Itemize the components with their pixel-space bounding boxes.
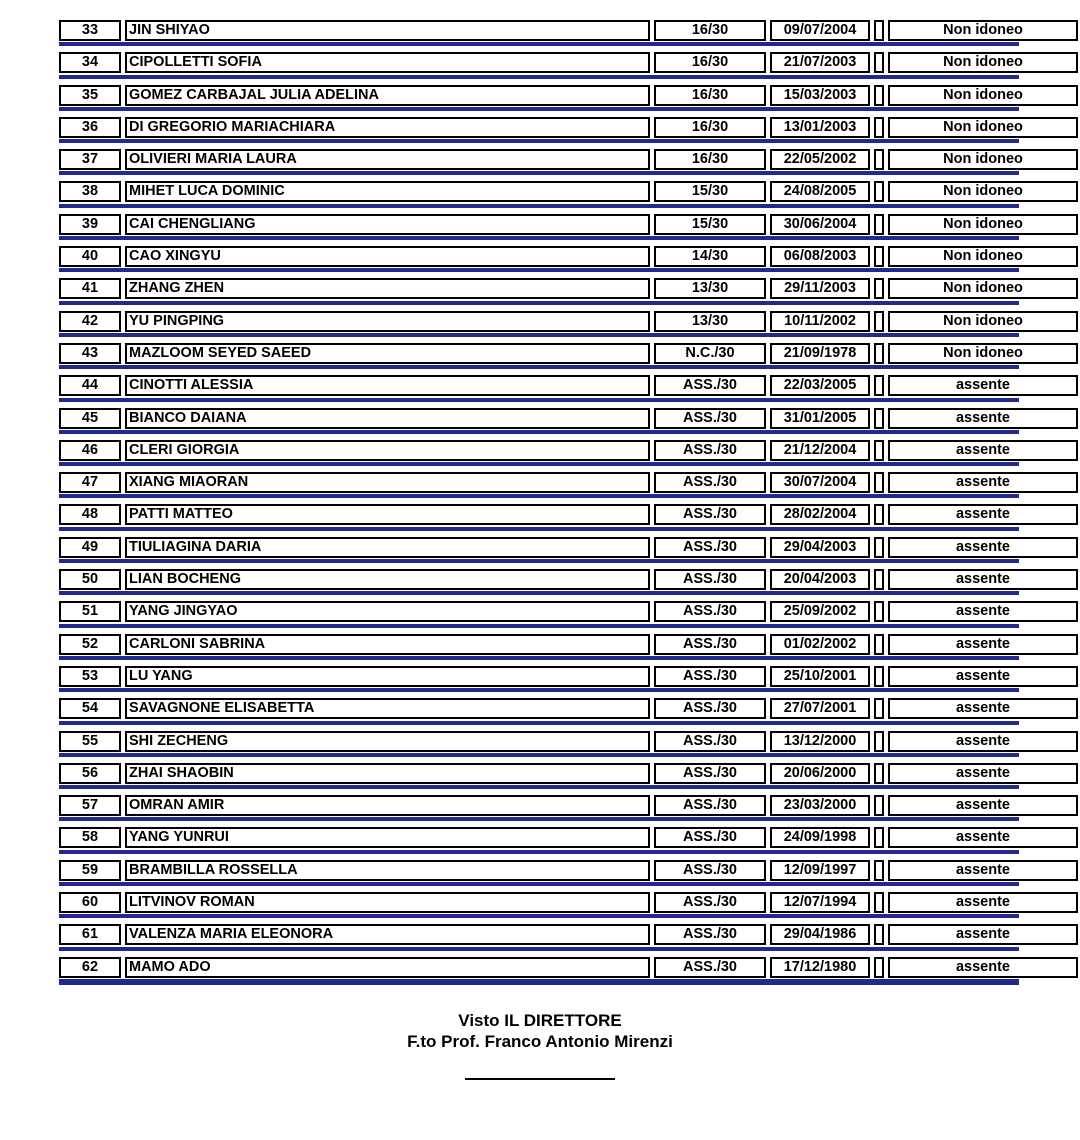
candidate-name: VALENZA MARIA ELEONORA (125, 924, 650, 945)
result: assente (888, 569, 1078, 590)
score: 15/30 (654, 181, 766, 202)
result: assente (888, 666, 1078, 687)
score: ASS./30 (654, 634, 766, 655)
row-number: 59 (59, 860, 121, 881)
row-number: 34 (59, 52, 121, 73)
birth-date: 24/08/2005 (770, 181, 870, 202)
row-number: 41 (59, 278, 121, 299)
empty-box (874, 149, 884, 170)
score: ASS./30 (654, 763, 766, 784)
empty-box (874, 892, 884, 913)
row-number: 37 (59, 149, 121, 170)
table-row (59, 14, 1023, 46)
birth-date: 31/01/2005 (770, 408, 870, 429)
empty-box (874, 698, 884, 719)
score: 13/30 (654, 311, 766, 332)
result: Non idoneo (888, 85, 1078, 106)
table-row (59, 531, 1019, 563)
result: Non idoneo (888, 52, 1078, 73)
empty-box (874, 85, 884, 106)
empty-box (874, 20, 884, 41)
row-number: 47 (59, 472, 121, 493)
candidate-name: MAMO ADO (125, 957, 650, 978)
birth-date: 01/02/2002 (770, 634, 870, 655)
empty-box (874, 117, 884, 138)
row-number: 48 (59, 504, 121, 525)
empty-box (874, 181, 884, 202)
score: 16/30 (654, 149, 766, 170)
candidate-name: LU YANG (125, 666, 650, 687)
candidate-name: MAZLOOM SEYED SAEED (125, 343, 650, 364)
birth-date: 15/03/2003 (770, 85, 870, 106)
result: assente (888, 440, 1078, 461)
row-number: 61 (59, 924, 121, 945)
row-number: 54 (59, 698, 121, 719)
candidate-name: OMRAN AMIR (125, 795, 650, 816)
score: ASS./30 (654, 827, 766, 848)
table-row (59, 854, 1019, 886)
result: assente (888, 634, 1078, 655)
director-title: Visto IL DIRETTORE (458, 1011, 622, 1030)
row-number: 55 (59, 731, 121, 752)
birth-date: 13/12/2000 (770, 731, 870, 752)
empty-box (874, 957, 884, 978)
table-row (59, 725, 1019, 757)
result: Non idoneo (888, 20, 1078, 41)
table-row (59, 369, 1019, 401)
table-row (59, 175, 1023, 207)
row-number: 58 (59, 827, 121, 848)
empty-box (874, 440, 884, 461)
table-row (59, 821, 1019, 853)
table-row (59, 886, 1019, 918)
candidate-name: ZHANG ZHEN (125, 278, 650, 299)
birth-date: 20/04/2003 (770, 569, 870, 590)
birth-date: 20/06/2000 (770, 763, 870, 784)
result: assente (888, 698, 1078, 719)
signature-block (0, 1010, 1080, 1080)
candidate-name: JIN SHIYAO (125, 20, 650, 41)
row-number: 43 (59, 343, 121, 364)
table-row (59, 240, 1023, 272)
result: Non idoneo (888, 343, 1078, 364)
empty-box (874, 763, 884, 784)
candidate-name: MIHET LUCA DOMINIC (125, 181, 650, 202)
candidate-name: ZHAI SHAOBIN (125, 763, 650, 784)
table-row (59, 692, 1019, 724)
empty-box (874, 472, 884, 493)
table-row (59, 79, 1023, 111)
score: ASS./30 (654, 795, 766, 816)
candidate-name: XIANG MIAORAN (125, 472, 650, 493)
result: assente (888, 731, 1078, 752)
result: Non idoneo (888, 278, 1078, 299)
score: ASS./30 (654, 408, 766, 429)
birth-date: 22/05/2002 (770, 149, 870, 170)
table-bottom-rule (59, 981, 1019, 985)
result: assente (888, 375, 1078, 396)
table-row (59, 143, 1023, 175)
score: 16/30 (654, 117, 766, 138)
birth-date: 21/12/2004 (770, 440, 870, 461)
candidate-name: YU PINGPING (125, 311, 650, 332)
result: assente (888, 601, 1078, 622)
score: 16/30 (654, 85, 766, 106)
signature-line (465, 1078, 615, 1080)
birth-date: 22/03/2005 (770, 375, 870, 396)
birth-date: 24/09/1998 (770, 827, 870, 848)
empty-box (874, 537, 884, 558)
table-row (59, 208, 1023, 240)
row-number: 51 (59, 601, 121, 622)
candidate-name: SHI ZECHENG (125, 731, 650, 752)
empty-box (874, 795, 884, 816)
empty-box (874, 343, 884, 364)
empty-box (874, 408, 884, 429)
result: assente (888, 408, 1078, 429)
candidate-name: BIANCO DAIANA (125, 408, 650, 429)
candidate-name: TIULIAGINA DARIA (125, 537, 650, 558)
score: N.C./30 (654, 343, 766, 364)
row-number: 35 (59, 85, 121, 106)
birth-date: 21/09/1978 (770, 343, 870, 364)
result: assente (888, 892, 1078, 913)
empty-box (874, 731, 884, 752)
row-number: 57 (59, 795, 121, 816)
score: ASS./30 (654, 924, 766, 945)
candidate-name: BRAMBILLA ROSSELLA (125, 860, 650, 881)
candidate-name: PATTI MATTEO (125, 504, 650, 525)
candidate-name: CINOTTI ALESSIA (125, 375, 650, 396)
row-number: 60 (59, 892, 121, 913)
result: Non idoneo (888, 311, 1078, 332)
score: 15/30 (654, 214, 766, 235)
row-number: 56 (59, 763, 121, 784)
birth-date: 10/11/2002 (770, 311, 870, 332)
candidate-name: SAVAGNONE ELISABETTA (125, 698, 650, 719)
score: ASS./30 (654, 537, 766, 558)
result: assente (888, 795, 1078, 816)
result: assente (888, 827, 1078, 848)
birth-date: 21/07/2003 (770, 52, 870, 73)
result: assente (888, 957, 1078, 978)
birth-date: 23/03/2000 (770, 795, 870, 816)
birth-date: 12/09/1997 (770, 860, 870, 881)
empty-box (874, 504, 884, 525)
results-table (59, 14, 1023, 983)
birth-date: 29/04/1986 (770, 924, 870, 945)
score: ASS./30 (654, 892, 766, 913)
row-number: 53 (59, 666, 121, 687)
row-number: 45 (59, 408, 121, 429)
result: Non idoneo (888, 246, 1078, 267)
birth-date: 27/07/2001 (770, 698, 870, 719)
table-row (59, 918, 1019, 950)
empty-box (874, 634, 884, 655)
row-number: 39 (59, 214, 121, 235)
result: assente (888, 860, 1078, 881)
result: Non idoneo (888, 181, 1078, 202)
table-row (59, 46, 1023, 78)
candidate-name: YANG YUNRUI (125, 827, 650, 848)
table-row (59, 757, 1019, 789)
table-row (59, 466, 1019, 498)
empty-box (874, 246, 884, 267)
score: ASS./30 (654, 860, 766, 881)
candidate-name: CAO XINGYU (125, 246, 650, 267)
birth-date: 30/06/2004 (770, 214, 870, 235)
row-number: 62 (59, 957, 121, 978)
birth-date: 09/07/2004 (770, 20, 870, 41)
table-row (59, 660, 1019, 692)
table-row (59, 434, 1019, 466)
result: Non idoneo (888, 214, 1078, 235)
candidate-name: CIPOLLETTI SOFIA (125, 52, 650, 73)
row-number: 42 (59, 311, 121, 332)
score: 16/30 (654, 52, 766, 73)
birth-date: 29/04/2003 (770, 537, 870, 558)
result: assente (888, 924, 1078, 945)
empty-box (874, 666, 884, 687)
score: ASS./30 (654, 731, 766, 752)
row-number: 44 (59, 375, 121, 396)
table-row (59, 595, 1019, 627)
birth-date: 25/10/2001 (770, 666, 870, 687)
table-row (59, 402, 1019, 434)
result: assente (888, 763, 1078, 784)
empty-box (874, 52, 884, 73)
empty-box (874, 924, 884, 945)
row-number: 49 (59, 537, 121, 558)
score: ASS./30 (654, 569, 766, 590)
candidate-name: LIAN BOCHENG (125, 569, 650, 590)
table-row (59, 305, 1023, 337)
candidate-name: CLERI GIORGIA (125, 440, 650, 461)
score: 14/30 (654, 246, 766, 267)
birth-date: 29/11/2003 (770, 278, 870, 299)
birth-date: 25/09/2002 (770, 601, 870, 622)
candidate-name: GOMEZ CARBAJAL JULIA ADELINA (125, 85, 650, 106)
birth-date: 13/01/2003 (770, 117, 870, 138)
candidate-name: CAI CHENGLIANG (125, 214, 650, 235)
row-number: 52 (59, 634, 121, 655)
row-number: 50 (59, 569, 121, 590)
empty-box (874, 375, 884, 396)
table-row (59, 789, 1019, 821)
birth-date: 17/12/1980 (770, 957, 870, 978)
empty-box (874, 569, 884, 590)
result: Non idoneo (888, 149, 1078, 170)
table-row (59, 272, 1023, 304)
score: ASS./30 (654, 666, 766, 687)
row-number: 40 (59, 246, 121, 267)
result: Non idoneo (888, 117, 1078, 138)
empty-box (874, 601, 884, 622)
candidate-name: CARLONI SABRINA (125, 634, 650, 655)
candidate-name: OLIVIERI MARIA LAURA (125, 149, 650, 170)
birth-date: 28/02/2004 (770, 504, 870, 525)
row-number: 38 (59, 181, 121, 202)
table-row (59, 498, 1019, 530)
score: 16/30 (654, 20, 766, 41)
score: ASS./30 (654, 957, 766, 978)
empty-box (874, 311, 884, 332)
director-name: F.to Prof. Franco Antonio Mirenzi (407, 1032, 673, 1051)
row-number: 33 (59, 20, 121, 41)
score: ASS./30 (654, 472, 766, 493)
empty-box (874, 214, 884, 235)
score: ASS./30 (654, 601, 766, 622)
table-row (59, 563, 1019, 595)
birth-date: 12/07/1994 (770, 892, 870, 913)
score: 13/30 (654, 278, 766, 299)
empty-box (874, 860, 884, 881)
table-row (59, 111, 1023, 143)
empty-box (874, 827, 884, 848)
row-number: 46 (59, 440, 121, 461)
candidate-name: DI GREGORIO MARIACHIARA (125, 117, 650, 138)
birth-date: 06/08/2003 (770, 246, 870, 267)
birth-date: 30/07/2004 (770, 472, 870, 493)
row-number: 36 (59, 117, 121, 138)
score: ASS./30 (654, 504, 766, 525)
result: assente (888, 472, 1078, 493)
candidate-name: YANG JINGYAO (125, 601, 650, 622)
candidate-name: LITVINOV ROMAN (125, 892, 650, 913)
score: ASS./30 (654, 440, 766, 461)
table-row (59, 337, 1023, 369)
table-row (59, 951, 1019, 983)
result: assente (888, 504, 1078, 525)
table-row (59, 628, 1019, 660)
result: assente (888, 537, 1078, 558)
empty-box (874, 278, 884, 299)
score: ASS./30 (654, 698, 766, 719)
score: ASS./30 (654, 375, 766, 396)
